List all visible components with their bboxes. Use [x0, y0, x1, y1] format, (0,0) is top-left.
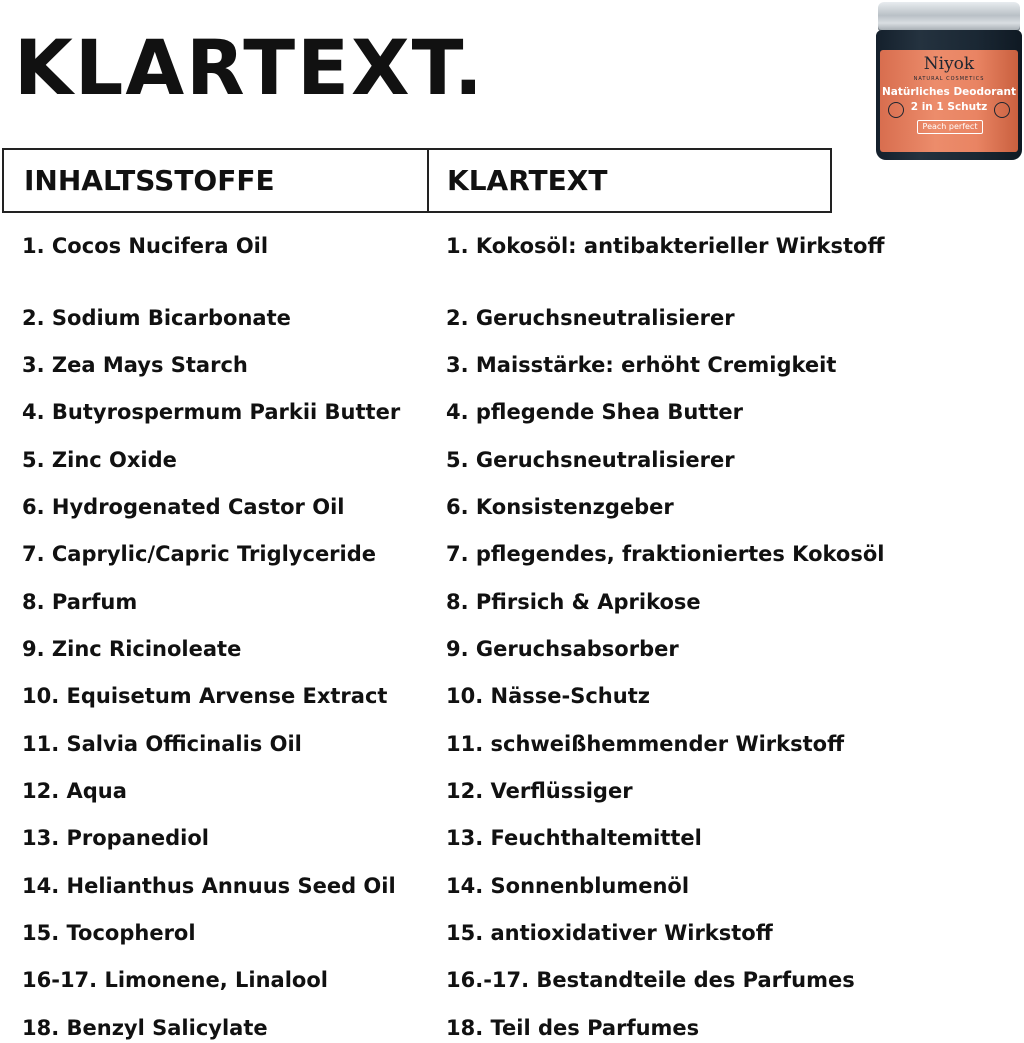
- jar-product-name: Natürliches Deodorant: [881, 86, 1016, 98]
- ingredient-name: 9. Zinc Ricinoleate: [22, 637, 242, 661]
- ingredient-explanation: 5. Geruchsneutralisierer: [446, 448, 735, 472]
- jar-subtitle: NATURAL COSMETICS: [913, 76, 985, 82]
- ingredient-name: 10. Equisetum Arvense Extract: [22, 684, 388, 708]
- jar-variant: Peach perfect: [917, 120, 983, 134]
- ingredient-name: 3. Zea Mays Starch: [22, 353, 248, 377]
- ingredient-explanation: 11. schweißhemmender Wirkstoff: [446, 732, 845, 756]
- ingredient-name: 5. Zinc Oxide: [22, 448, 177, 472]
- ingredient-explanation: 16.-17. Bestandteile des Parfumes: [446, 968, 855, 992]
- ingredient-name: 16-17. Limonene, Linalool: [22, 968, 328, 992]
- jar-product-claim: 2 in 1 Schutz: [910, 101, 988, 113]
- ingredient-name: 12. Aqua: [22, 779, 127, 803]
- ingredient-name: 14. Helianthus Annuus Seed Oil: [22, 874, 396, 898]
- jar-body: [876, 30, 1022, 160]
- jar-lid: [878, 2, 1020, 32]
- ingredient-explanation: 14. Sonnenblumenöl: [446, 874, 690, 898]
- product-jar-image: [876, 0, 1022, 162]
- ingredient-explanation: 13. Feuchthaltemittel: [446, 826, 702, 850]
- ingredient-explanation: 8. Pfirsich & Aprikose: [446, 590, 701, 614]
- no-aluminium-badge-icon: [994, 102, 1010, 118]
- page-title: KLARTEXT.: [14, 23, 485, 112]
- ingredient-explanation: 3. Maisstärke: erhöht Cremigkeit: [446, 353, 837, 377]
- ingredient-name: 11. Salvia Officinalis Oil: [22, 732, 302, 756]
- header-klartext: KLARTEXT: [447, 164, 608, 197]
- ingredient-name: 18. Benzyl Salicylate: [22, 1016, 268, 1040]
- ingredient-explanation: 10. Nässe-Schutz: [446, 684, 650, 708]
- ingredient-name: 7. Caprylic/Capric Triglyceride: [22, 542, 377, 566]
- header-ingredients: INHALTSSTOFFE: [4, 150, 429, 211]
- ingredient-name: 6. Hydrogenated Castor Oil: [22, 495, 345, 519]
- ingredient-explanation: 7. pflegendes, fraktioniertes Kokosöl: [446, 542, 885, 566]
- table-header: [2, 148, 832, 213]
- ingredient-name: 13. Propanediol: [22, 826, 209, 850]
- ingredient-explanation: 2. Geruchsneutralisierer: [446, 306, 735, 330]
- ingredient-explanation: 15. antioxidativer Wirkstoff: [446, 921, 773, 945]
- ingredient-explanation: 12. Verflüssiger: [446, 779, 633, 803]
- jar-brand: Niyok: [923, 54, 975, 74]
- ingredient-name: 1. Cocos Nucifera Oil: [22, 234, 269, 258]
- ingredient-explanation: 4. pflegende Shea Butter: [446, 400, 743, 424]
- ingredient-name: 15. Tocopherol: [22, 921, 196, 945]
- ingredient-explanation: 1. Kokosöl: antibakterieller Wirkstoff: [446, 234, 885, 258]
- ingredient-name: 4. Butyrospermum Parkii Butter: [22, 400, 401, 424]
- ingredient-name: 2. Sodium Bicarbonate: [22, 306, 291, 330]
- ingredient-explanation: 9. Geruchsabsorber: [446, 637, 679, 661]
- ingredient-name: 8. Parfum: [22, 590, 138, 614]
- jar-label: [880, 50, 1018, 152]
- ingredient-explanation: 6. Konsistenzgeber: [446, 495, 674, 519]
- ingredient-explanation: 18. Teil des Parfumes: [446, 1016, 700, 1040]
